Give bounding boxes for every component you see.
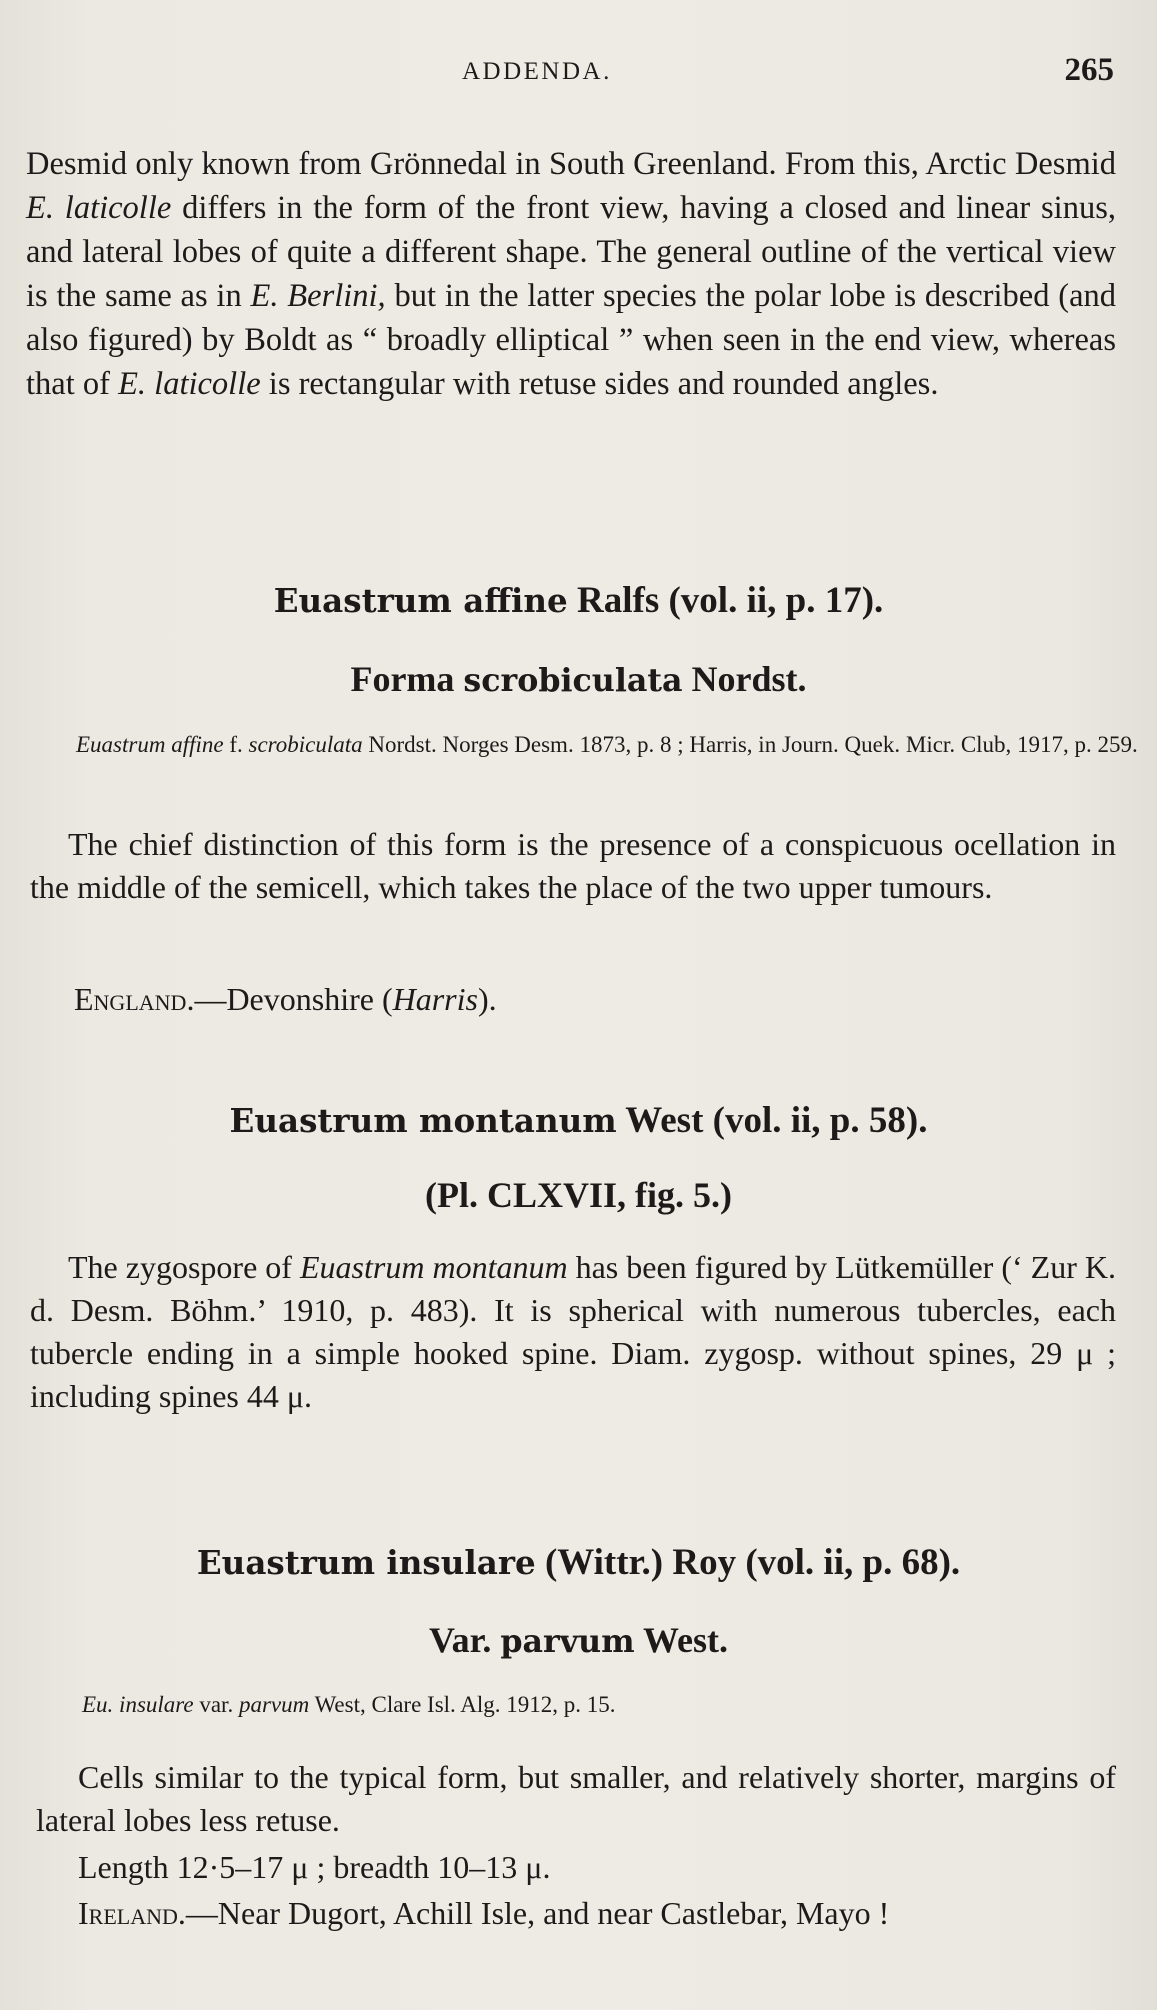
species-name-montanum: Euastrum montanum <box>229 1101 617 1140</box>
insulare-locality-country: Ireland <box>78 1895 178 1931</box>
insulare-description: Cells similar to the typical form, but smaller, and relatively shorter, margins of lateral lobes less retuse. <box>36 1759 1116 1838</box>
montanum-description <box>30 1246 1116 1418</box>
variety-name: parvum <box>500 1623 635 1660</box>
reference-affine <box>76 729 1144 761</box>
reference-affine-italic-2: scrobiculata <box>248 732 363 757</box>
variety-prefix: Var. <box>428 1620 501 1660</box>
reference-insulare <box>82 1689 1112 1721</box>
running-header <box>0 52 1157 92</box>
variety-heading <box>0 1617 1157 1665</box>
species-heading-affine <box>0 578 1157 624</box>
intro-italic-2: E. Berlini, <box>250 278 386 314</box>
plate-reference: (Pl. CLXVII, fig. 5.) <box>425 1175 732 1215</box>
species-authority-insulare: (Wittr.) Roy (vol. ii, p. 68). <box>535 1542 961 1583</box>
forma-authority: Nordst. <box>682 659 807 699</box>
intro-text-1: Desmid only known from Grönnedal in South Greenland. From this, Arctic Desmid <box>26 146 1116 182</box>
affine-description: The chief distinction of this form is the presence of a conspicuous ocellation in the middle of the semicell, which takes the place of the two upper tumours. <box>30 826 1116 905</box>
intro-text-2: differs in the form of the front view, having a closed and linear sinus, and lateral lobes of quite a different shape. The general outline of the vertical view is the same as in <box>26 190 1116 314</box>
species-authority-montanum: West (vol. ii, p. 58). <box>616 1100 928 1141</box>
intro-paragraph <box>26 142 1116 406</box>
species-name-insulare: Euastrum insulare <box>196 1543 536 1582</box>
species-heading-insulare <box>0 1540 1157 1586</box>
reference-insulare-italic-2: parvum <box>238 1692 310 1717</box>
forma-name: scrobiculata <box>463 662 683 699</box>
reference-affine-text: Nordst. Norges Desm. 1873, p. 8 ; Harris, in Journ. Quek. Micr. Club, 1917, p. 259. <box>362 732 1138 757</box>
montanum-text-1: The zygospore of <box>68 1249 300 1285</box>
reference-insulare-italic: Eu. insulare <box>82 1692 194 1717</box>
intro-italic-3: E. laticolle <box>118 366 261 402</box>
affine-locality-collector: Harris <box>392 981 478 1017</box>
montanum-italic: Euastrum montanum <box>299 1249 568 1285</box>
running-title: ADDENDA. <box>462 58 612 85</box>
species-name-affine: Euastrum affine <box>273 581 568 620</box>
reference-insulare-var: var. <box>193 1692 239 1717</box>
reference-affine-f: f. <box>223 732 249 757</box>
montanum-text-2: has been figured by Lütkemüller (‘ Zur K. d. Desm. Böhm.’ 1910, p. 483). It is spherical with numerous tubercles, each tubercle ending in a simple hooked spine. Diam. zygosp. without spines, 29 μ ; including spines 44 μ. <box>30 1249 1117 1414</box>
species-authority-affine: Ralfs (vol. ii, p. 17). <box>567 580 884 621</box>
variety-authority: West. <box>634 1620 728 1660</box>
affine-locality-country: England <box>74 981 187 1017</box>
intro-text-4: is rectangular with retuse sides and rounded angles. <box>260 366 939 402</box>
reference-affine-italic: Euastrum affine <box>76 732 224 757</box>
forma-prefix: Forma <box>350 659 464 699</box>
affine-locality-end: ). <box>477 981 497 1017</box>
insulare-dimensions: Length 12·5–17 μ ; breadth 10–13 μ. <box>78 1849 551 1885</box>
affine-locality <box>74 978 1114 1021</box>
insulare-locality <box>36 1892 1116 1935</box>
intro-text-3: but in the latter species the polar lobe is described (and also figured) by Boldt as “ broadly elliptical ” when seen in the end view, whereas that of <box>26 278 1116 402</box>
species-heading-montanum <box>0 1098 1157 1144</box>
intro-italic-1: E. laticolle <box>26 190 172 226</box>
forma-heading <box>0 656 1157 704</box>
affine-locality-text: .—Devonshire ( <box>186 981 393 1017</box>
reference-insulare-text: West, Clare Isl. Alg. 1912, p. 15. <box>309 1692 616 1717</box>
page-number: 265 <box>1064 52 1114 88</box>
insulare-locality-text: .—Near Dugort, Achill Isle, and near Castlebar, Mayo ! <box>177 1895 890 1931</box>
